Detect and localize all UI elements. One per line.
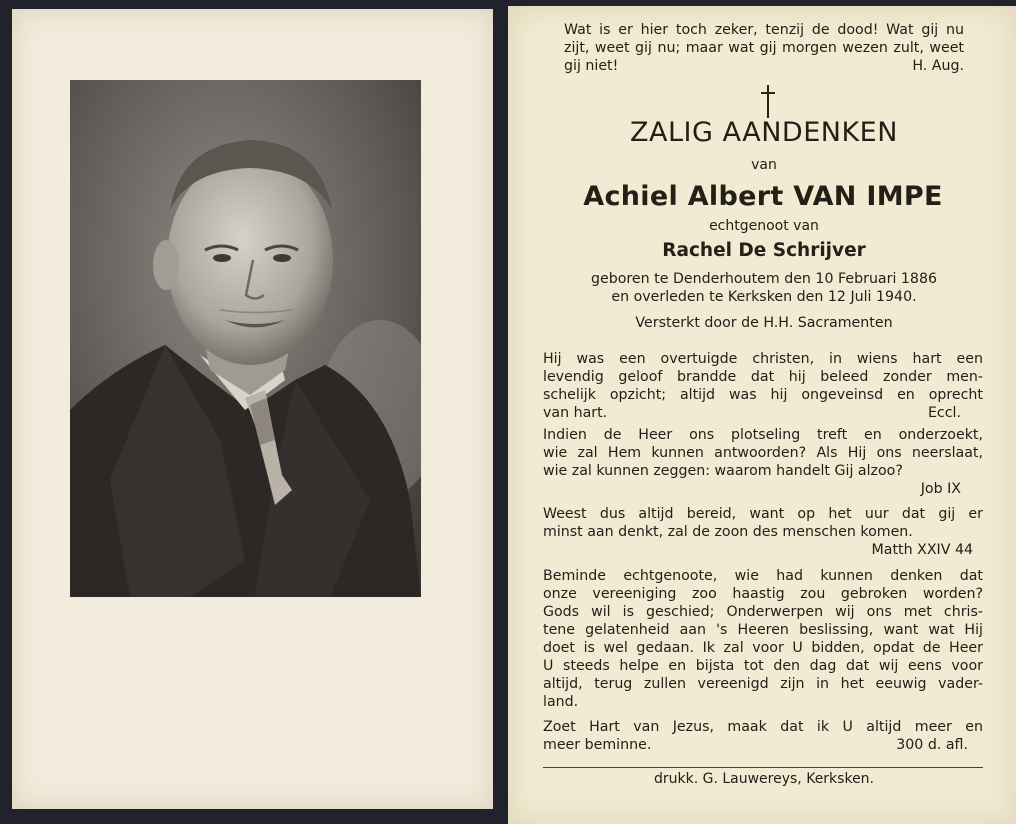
epigraph-line: Wat is er hier toch zeker, tenzij de dood! Wat gij nu (564, 22, 964, 38)
epigraph (564, 21, 964, 75)
cross-icon (758, 84, 778, 118)
paragraph-source: Eccl. (927, 405, 961, 421)
paragraph-last-line (543, 404, 983, 422)
paragraph-line: U steeds helpe en bijsta tot den dag dat wij eens voor (543, 658, 983, 674)
paragraph-2 (543, 426, 983, 498)
paragraph-line: wie zal kunnen zeggen: waarom handelt Gij alzoo? (543, 463, 903, 479)
epigraph-text: gij niet! (564, 58, 619, 74)
dates (564, 270, 964, 306)
paragraph-line: levendig geloof brandde dat hij beleed zonder men- (543, 369, 983, 385)
epigraph-source: H. Aug. (912, 58, 964, 74)
divider (543, 767, 983, 768)
epigraph-line: zijt, weet gij nu; maar wat gij morgen wezen zult, weet (564, 40, 964, 56)
paragraph-text: meer beminne. (543, 737, 652, 753)
indulgence-note: 300 d. afl. (896, 737, 968, 753)
spouse-name: Rachel De Schrijver (662, 240, 866, 261)
paragraph-line: wie zal Hem kunnen antwoorden? Als Hij ons neerslaat, (543, 445, 983, 461)
birth-line: geboren te Denderhoutem den 10 Februari 1886 (590, 271, 938, 287)
paragraph-1 (543, 350, 983, 422)
death-line: en overleden te Kerksken den 12 Juli 1940. (611, 289, 917, 305)
paragraph-text: van hart. (543, 405, 608, 421)
paragraph-line: Gods wil is geschied; Onderwerpen wij ons met chris- (543, 604, 983, 620)
paragraph-line: land. (543, 694, 579, 710)
van-label: van (751, 157, 777, 173)
epigraph-last-line (564, 57, 964, 75)
portrait-photo (70, 80, 421, 597)
paragraph-line: altijd, terug zullen vereenigd zijn in het eeuwig vader- (543, 676, 983, 692)
sacraments: Versterkt door de H.H. Sacramenten (635, 315, 893, 331)
memorial-text-card (508, 6, 1016, 824)
portrait-illustration (70, 80, 421, 597)
paragraph-line: doet is wel gedaan. Ik zal voor U bidden, opdat de Heer (543, 640, 983, 656)
heading: ZALIG AANDENKEN (630, 117, 898, 148)
paragraph-source: Job IX (920, 481, 961, 497)
paragraph-line: Hij was een overtuigde christen, in wiens hart een (543, 351, 983, 367)
printer-credit: drukk. G. Lauwereys, Kerksken. (653, 771, 875, 787)
spouse-intro: echtgenoot van (709, 218, 819, 234)
paragraph-5 (543, 718, 983, 754)
paragraph-line: Beminde echtgenoote, wie had kunnen denken dat (543, 568, 983, 584)
paragraph-line: tene gelatenheid aan 's Heeren beslissing, want wat Hij (543, 622, 983, 638)
paragraph-line: Zoet Hart van Jezus, maak dat ik U altijd meer en (543, 719, 983, 735)
paragraph-4 (543, 567, 983, 711)
paragraph-source: Matth XXIV 44 (871, 542, 973, 558)
paragraph-line: onze vereeniging zoo haastig zou gebroken worden? (543, 586, 983, 602)
paragraph-line: Indien de Heer ons plotseling treft en onderzoekt, (543, 427, 983, 443)
deceased-name: Achiel Albert VAN IMPE (583, 181, 943, 212)
photo-card (12, 9, 493, 809)
paragraph-last-line (543, 736, 983, 754)
paragraph-line: minst aan denkt, zal de zoon des menschen komen. (543, 524, 913, 540)
paragraph-line: schelijk opzicht; altijd was hij ongeveinsd en oprecht (543, 387, 983, 403)
paragraph-line: Weest dus altijd bereid, want op het uur dat gij er (543, 506, 983, 522)
paragraph-3 (543, 505, 983, 559)
